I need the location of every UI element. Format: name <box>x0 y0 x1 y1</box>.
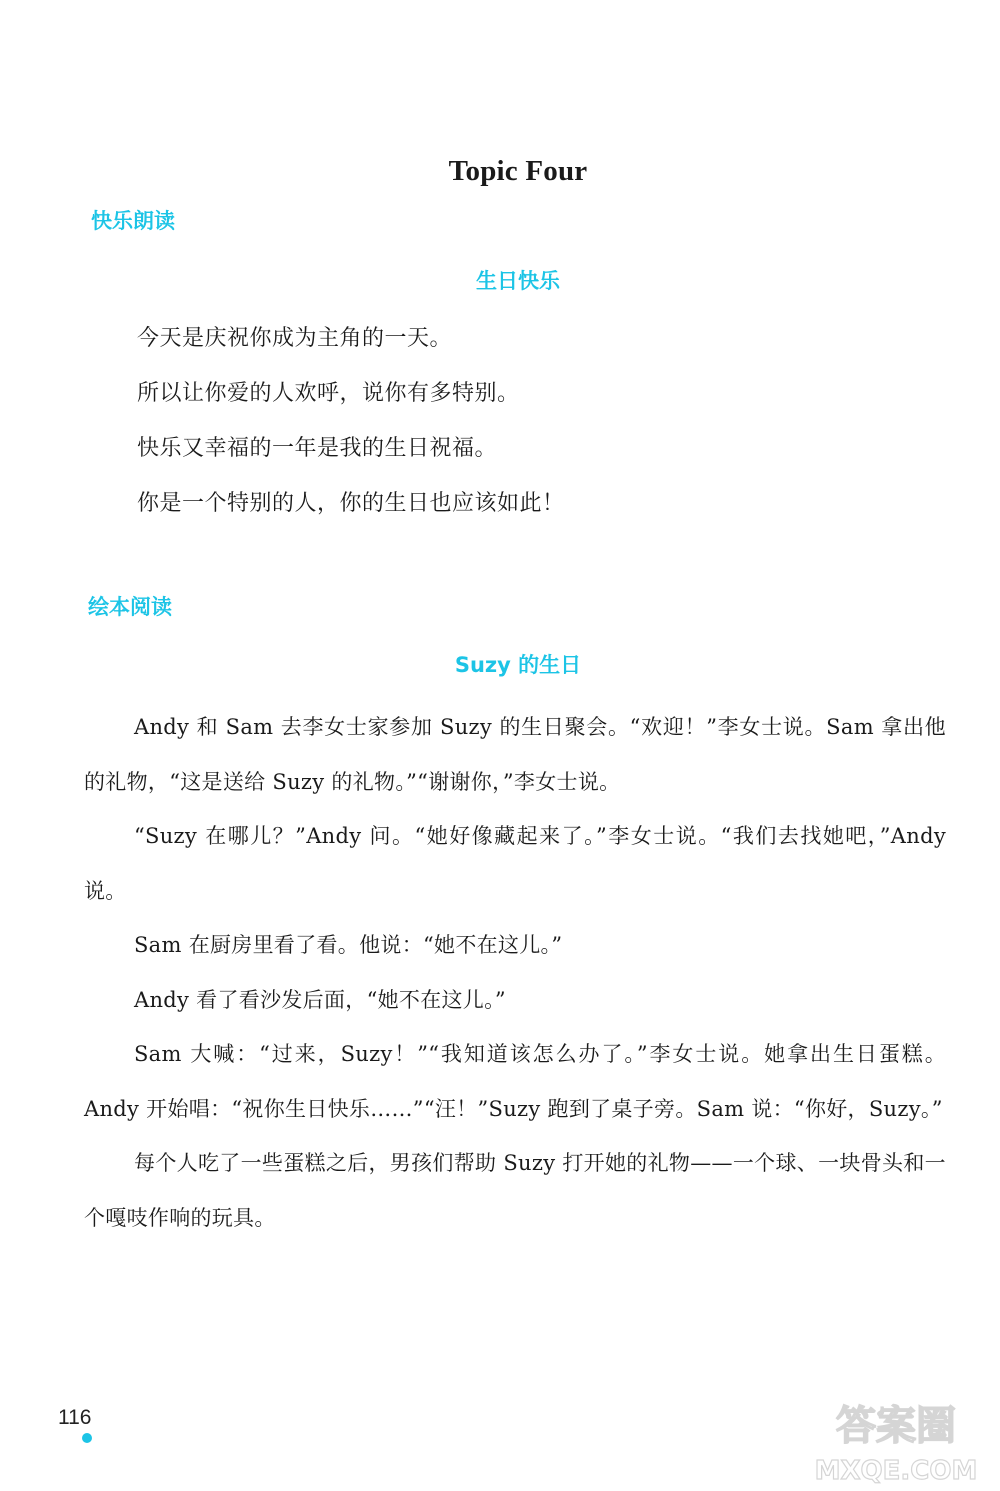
section-heading-happy-reading: 快乐朗读 <box>91 209 175 233</box>
poem-line: 快乐又幸福的一年是我的生日祝福。 <box>137 436 498 461</box>
section-heading-picture-book: 绘本阅读 <box>88 595 172 619</box>
watermark-url-text: MXQE.COM <box>814 1456 978 1486</box>
story-body <box>84 700 946 1245</box>
story-paragraph: 每个人吃了一些蛋糕之后，男孩们帮助 Suzy 打开她的礼物——一个球、一块骨头和一个嘎吱作响的玩具。 <box>84 1151 946 1230</box>
watermark-logo-text: 答案圈 <box>836 1403 956 1449</box>
story-paragraph: “Suzy 在哪儿？”Andy 问。“她好像藏起来了。”李女士说。“我们去找她吧，”Andy 说。 <box>84 824 946 903</box>
story-title: Suzy 的生日 <box>454 653 582 677</box>
story-paragraph: Sam 大喊：“过来，Suzy！”“我知道该怎么办了。”李女士说。她拿出生日蛋糕。Andy 开始唱：“祝你生日快乐……”“汪！”Suzy 跑到了桌子旁。Sam 说：“你好，Suzy。” <box>84 1042 946 1121</box>
story-paragraph: Andy 和 Sam 去李女士家参加 Suzy 的生日聚会。“欢迎！”李女士说。Sam 拿出他的礼物，“这是送给 Suzy 的礼物。”“谢谢你，”李女士说。 <box>84 715 946 794</box>
poem-line: 所以让你爱的人欢呼，说你有多特别。 <box>137 381 520 406</box>
watermark-logo <box>796 1395 996 1487</box>
poem-title: 生日快乐 <box>476 269 560 293</box>
poem-line: 今天是庆祝你成为主角的一天。 <box>137 326 453 351</box>
topic-title: Topic Four <box>448 155 588 187</box>
page-number: 116 <box>58 1406 92 1429</box>
page-dot-icon <box>82 1433 92 1443</box>
story-paragraph: Andy 看了看沙发后面，“她不在这儿。” <box>134 987 506 1012</box>
poem-line: 你是一个特别的人，你的生日也应该如此！ <box>137 491 565 516</box>
story-paragraph: Sam 在厨房里看了看。他说：“她不在这儿。” <box>134 933 563 957</box>
